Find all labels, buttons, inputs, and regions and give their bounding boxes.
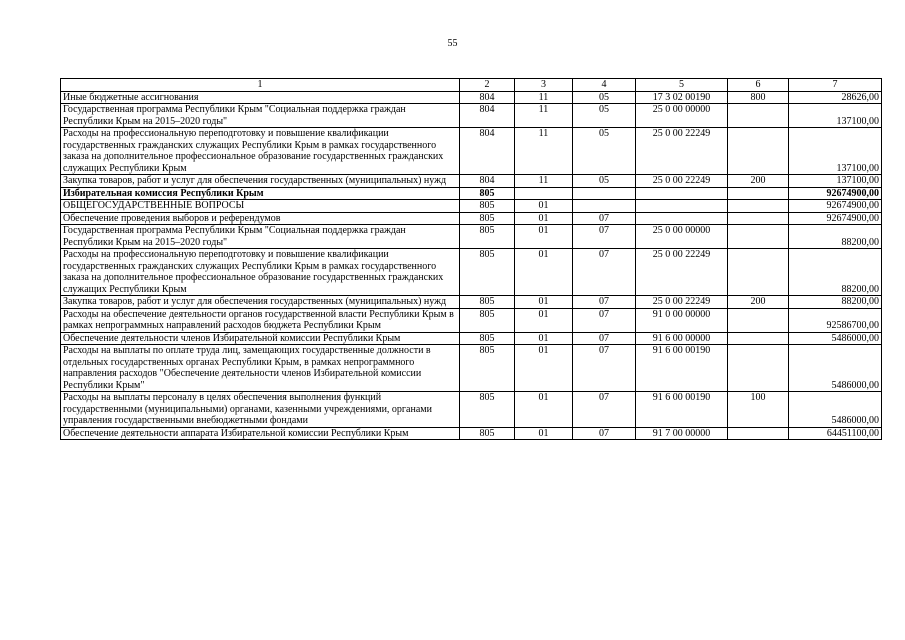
row-target-article-cell: 91 7 00 00000 xyxy=(636,427,728,440)
table-row xyxy=(61,249,882,296)
row-target-article-cell xyxy=(636,187,728,200)
budget-table xyxy=(60,78,882,440)
row-code-cell: 804 xyxy=(460,91,515,104)
row-expense-type-cell xyxy=(728,128,789,175)
table-row xyxy=(61,200,882,213)
row-subsection-cell xyxy=(573,200,636,213)
row-target-article-cell: 91 6 00 00190 xyxy=(636,345,728,392)
row-name-cell: Закупка товаров, работ и услуг для обеспечения государственных (муниципальных) нужд xyxy=(61,175,460,188)
row-code-cell: 804 xyxy=(460,104,515,128)
row-expense-type-cell xyxy=(728,249,789,296)
row-section-cell: 11 xyxy=(515,104,573,128)
row-amount-cell: 5486000,00 xyxy=(789,332,882,345)
table-row xyxy=(61,427,882,440)
table-row xyxy=(61,128,882,175)
row-subsection-cell: 07 xyxy=(573,249,636,296)
row-amount-cell: 64451100,00 xyxy=(789,427,882,440)
header-col-5: 5 xyxy=(636,79,728,92)
row-amount-cell: 88200,00 xyxy=(789,225,882,249)
table-row xyxy=(61,345,882,392)
row-code-cell: 805 xyxy=(460,427,515,440)
row-amount-cell: 5486000,00 xyxy=(789,345,882,392)
row-name-cell: Государственная программа Республики Крым "Социальная поддержка граждан Республики Крым на 2015–2020 годы" xyxy=(61,104,460,128)
row-target-article-cell xyxy=(636,200,728,213)
table-header-row xyxy=(61,79,882,92)
row-amount-cell: 137100,00 xyxy=(789,104,882,128)
row-name-cell: Закупка товаров, работ и услуг для обеспечения государственных (муниципальных) нужд xyxy=(61,296,460,309)
table-row xyxy=(61,104,882,128)
table-row xyxy=(61,175,882,188)
row-subsection-cell: 07 xyxy=(573,345,636,392)
row-code-cell: 805 xyxy=(460,225,515,249)
table-row xyxy=(61,392,882,428)
row-code-cell: 804 xyxy=(460,175,515,188)
row-target-article-cell: 25 0 00 22249 xyxy=(636,175,728,188)
row-amount-cell: 28626,00 xyxy=(789,91,882,104)
row-section-cell: 01 xyxy=(515,296,573,309)
table-body xyxy=(61,91,882,440)
row-subsection-cell: 07 xyxy=(573,332,636,345)
row-expense-type-cell xyxy=(728,345,789,392)
table-row xyxy=(61,296,882,309)
row-amount-cell: 137100,00 xyxy=(789,128,882,175)
row-expense-type-cell: 200 xyxy=(728,175,789,188)
row-name-cell: Обеспечение деятельности аппарата Избирательной комиссии Республики Крым xyxy=(61,427,460,440)
row-expense-type-cell xyxy=(728,225,789,249)
row-name-cell: ОБЩЕГОСУДАРСТВЕННЫЕ ВОПРОСЫ xyxy=(61,200,460,213)
header-col-6: 6 xyxy=(728,79,789,92)
row-expense-type-cell: 800 xyxy=(728,91,789,104)
row-section-cell xyxy=(515,187,573,200)
row-amount-cell: 92586700,00 xyxy=(789,308,882,332)
row-code-cell: 805 xyxy=(460,296,515,309)
row-subsection-cell: 05 xyxy=(573,128,636,175)
row-code-cell: 805 xyxy=(460,200,515,213)
row-name-cell: Государственная программа Республики Крым "Социальная поддержка граждан Республики Крым на 2015–2020 годы" xyxy=(61,225,460,249)
row-expense-type-cell: 200 xyxy=(728,296,789,309)
row-name-cell: Расходы на профессиональную переподготовку и повышение квалификации государственных гражданских служащих Республики Крым в рамках государственного заказа на дополнительное профессиональное образование государственных гражданских служащих Республики Крым xyxy=(61,128,460,175)
row-expense-type-cell xyxy=(728,308,789,332)
row-subsection-cell: 07 xyxy=(573,427,636,440)
row-section-cell: 01 xyxy=(515,345,573,392)
row-name-cell: Избирательная комиссия Республики Крым xyxy=(61,187,460,200)
row-section-cell: 01 xyxy=(515,392,573,428)
row-subsection-cell: 05 xyxy=(573,104,636,128)
table-row xyxy=(61,212,882,225)
row-subsection-cell: 05 xyxy=(573,175,636,188)
row-expense-type-cell xyxy=(728,187,789,200)
row-subsection-cell: 07 xyxy=(573,392,636,428)
row-section-cell: 11 xyxy=(515,91,573,104)
row-subsection-cell: 07 xyxy=(573,212,636,225)
row-expense-type-cell xyxy=(728,332,789,345)
row-amount-cell: 88200,00 xyxy=(789,296,882,309)
row-target-article-cell: 25 0 00 22249 xyxy=(636,128,728,175)
row-code-cell: 805 xyxy=(460,392,515,428)
row-target-article-cell: 25 0 00 22249 xyxy=(636,249,728,296)
row-subsection-cell: 07 xyxy=(573,308,636,332)
row-expense-type-cell xyxy=(728,200,789,213)
row-section-cell: 11 xyxy=(515,175,573,188)
row-section-cell: 01 xyxy=(515,225,573,249)
row-subsection-cell: 07 xyxy=(573,225,636,249)
row-section-cell: 01 xyxy=(515,332,573,345)
row-amount-cell: 5486000,00 xyxy=(789,392,882,428)
row-code-cell: 805 xyxy=(460,332,515,345)
row-name-cell: Иные бюджетные ассигнования xyxy=(61,91,460,104)
row-subsection-cell xyxy=(573,187,636,200)
row-code-cell: 805 xyxy=(460,345,515,392)
row-subsection-cell: 05 xyxy=(573,91,636,104)
row-target-article-cell: 17 3 02 00190 xyxy=(636,91,728,104)
row-section-cell: 11 xyxy=(515,128,573,175)
row-expense-type-cell xyxy=(728,104,789,128)
row-subsection-cell: 07 xyxy=(573,296,636,309)
page-number: 55 xyxy=(447,38,458,49)
row-section-cell: 01 xyxy=(515,308,573,332)
table-row xyxy=(61,332,882,345)
table-row xyxy=(61,91,882,104)
row-section-cell: 01 xyxy=(515,200,573,213)
row-amount-cell: 92674900,00 xyxy=(789,200,882,213)
header-col-7: 7 xyxy=(789,79,882,92)
row-amount-cell: 92674900,00 xyxy=(789,212,882,225)
row-name-cell: Расходы на обеспечение деятельности органов государственной власти Республики Крым в рамках непрограммных направлений расходов бюджета Республики Крым xyxy=(61,308,460,332)
row-code-cell: 805 xyxy=(460,187,515,200)
table-row xyxy=(61,187,882,200)
row-target-article-cell: 91 0 00 00000 xyxy=(636,308,728,332)
row-target-article-cell: 91 6 00 00000 xyxy=(636,332,728,345)
row-name-cell: Расходы на выплаты персоналу в целях обеспечения выполнения функций государственными (муниципальными) органами, казенными учреждениями, органами управления государственными внебюджетными фондами xyxy=(61,392,460,428)
row-code-cell: 805 xyxy=(460,212,515,225)
row-amount-cell: 137100,00 xyxy=(789,175,882,188)
row-code-cell: 805 xyxy=(460,249,515,296)
row-name-cell: Обеспечение деятельности членов Избирательной комиссии Республики Крым xyxy=(61,332,460,345)
row-name-cell: Расходы на профессиональную переподготовку и повышение квалификации государственных гражданских служащих Республики Крым в рамках государственного заказа на дополнительное профессиональное образование государственных гражданских служащих Республики Крым xyxy=(61,249,460,296)
row-section-cell: 01 xyxy=(515,427,573,440)
row-target-article-cell: 25 0 00 00000 xyxy=(636,104,728,128)
row-target-article-cell xyxy=(636,212,728,225)
row-expense-type-cell xyxy=(728,212,789,225)
table-row xyxy=(61,225,882,249)
row-section-cell: 01 xyxy=(515,249,573,296)
row-target-article-cell: 91 6 00 00190 xyxy=(636,392,728,428)
row-target-article-cell: 25 0 00 00000 xyxy=(636,225,728,249)
header-col-3: 3 xyxy=(515,79,573,92)
row-target-article-cell: 25 0 00 22249 xyxy=(636,296,728,309)
header-col-4: 4 xyxy=(573,79,636,92)
row-name-cell: Обеспечение проведения выборов и референдумов xyxy=(61,212,460,225)
row-amount-cell: 92674900,00 xyxy=(789,187,882,200)
row-name-cell: Расходы на выплаты по оплате труда лиц, замещающих государственные должности в отдельных государственных органах Республики Крым, в рамках непрограммного направления расходов "Обеспечение деятельности членов Избирательной комиссии Республики Крым" xyxy=(61,345,460,392)
row-expense-type-cell xyxy=(728,427,789,440)
table-row xyxy=(61,308,882,332)
row-code-cell: 804 xyxy=(460,128,515,175)
row-code-cell: 805 xyxy=(460,308,515,332)
header-col-1: 1 xyxy=(61,79,460,92)
row-amount-cell: 88200,00 xyxy=(789,249,882,296)
header-col-2: 2 xyxy=(460,79,515,92)
row-section-cell: 01 xyxy=(515,212,573,225)
row-expense-type-cell: 100 xyxy=(728,392,789,428)
